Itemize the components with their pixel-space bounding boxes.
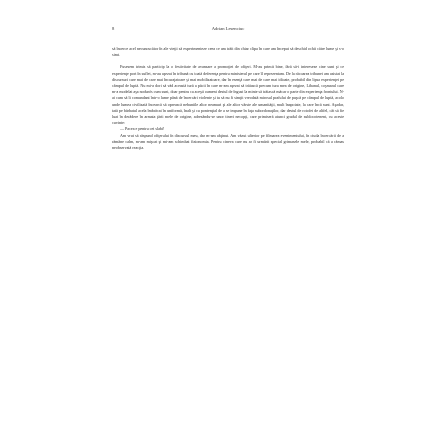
paragraph: să încerce acel necunoscător în ale vieţii să experimenteze ceea ce am trăit din chiar clipa în care am început să deschid ochii către lume şi s-o simt.: [112, 46, 344, 58]
running-head-author: Adrian Lesenciuc: [211, 26, 245, 31]
body-text: [112, 46, 344, 151]
paragraph: Fusesem trimis să particip la o festivitate de avansare a promoţiei de ofiţeri. M-au primit bine, fără să-i intereseze cine sunt şi ce experienţe port în suflet, m-au aşezat în tribună cu toată deferenţa pentru ministerul pe care îl reprezentam. De la răcoarea tribunei am asistat la discursuri care mai de care mai încurajatoare şi mai mobilizatoare, dar în esenţă care mai de care mai idioate, probabil din lipsa experienţei pe câmpul de luptă. Nu mi-a dori să văd această tură a păcii în care m-am aşezat să trăiască precum tura mea de origine, Libanul, coşmarul care m-a modelat aşa nodurós cum sunt, doar pentru ca aceşti oameni destul de îngust la minte să trăiască măcar o parte din experienţa frontului. N-ai cum să îi comandant într-o lume până de încercări violente şi tu să nu fi simţit vreodată mirosul prafului de puşcă pe câmpul de luptă, acolo unde lumea civilizată încearcă să oprească nebuniile altor neamuri şi ale altor vârste ale umanităţii, mult înapoiate, la care încă sunt. Aşadar, tată pe bărbatul acela îmbrăcat în uniformă, înalt şi cu pontenţial de a se impune în faţa subordonaţilor, dar destul de rotofei de altfel, cât să fie luat în derâdere în armata ţării mele de origine, adresându-se unor tineri necopţi, care primiseră atunci gradul de sublocotenent, cu aceste cuvinte:: [112, 64, 344, 126]
paragraph: Am vrut să răspund ofiţerului în discursul meu, dar m-am abţinut. Am văzut ulterior pe filmarea evenimentului, în ciuda încercării de a rămâne calm, m-am mişcat şi mi-am schimbat fizionomia. Pentru cineva care nu ar fi urmărit special grimasele mele, probabil că a rămas neobservată reacţia.: [112, 132, 344, 151]
book-page: [112, 26, 344, 151]
dialogue-line: — Pacea e pentru cei slabi!: [120, 126, 165, 132]
page-header: [112, 26, 344, 36]
page-number: 8: [112, 26, 115, 31]
